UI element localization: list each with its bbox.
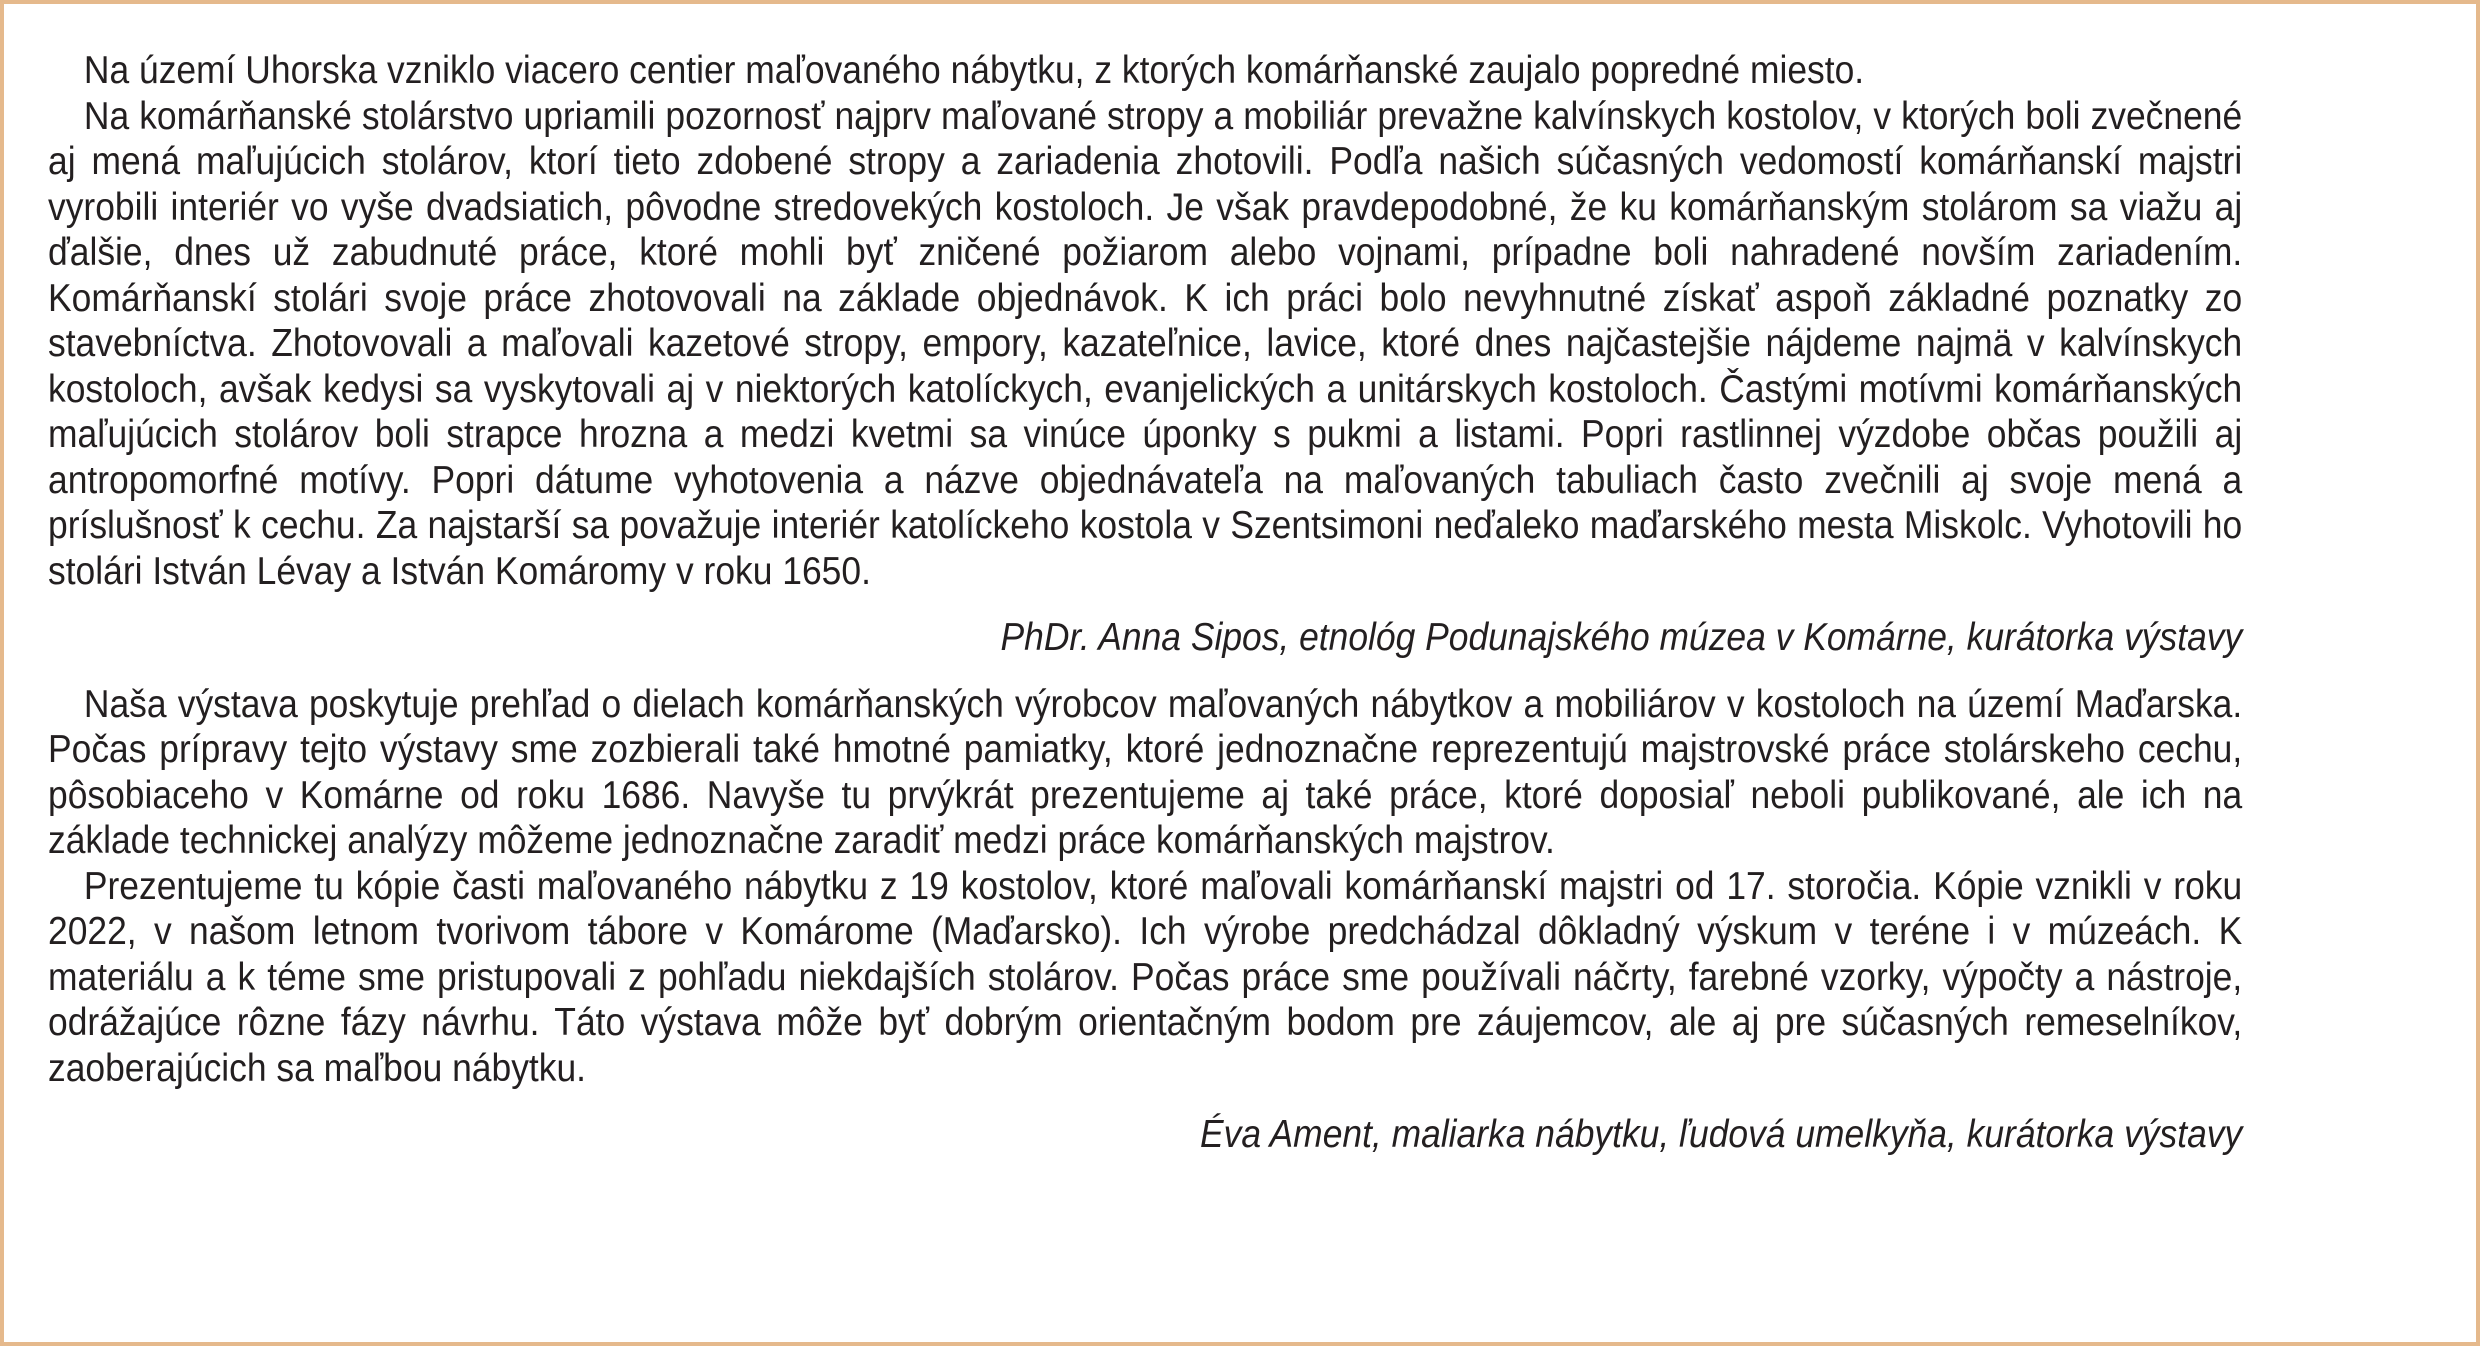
section-exhibition <box>48 682 2242 1158</box>
paragraph: Na komárňanské stolárstvo upriamili pozornosť najprv maľované stropy a mobiliár prevažne kalvínskych kostolov, v ktorých boli zvečnené aj mená maľujúcich stolárov, ktorí tieto zdobené stropy a zariadenia zhotovili. Podľa našich súčasných vedomostí komárňanskí majstri vyrobili interiér vo vyše dvadsiatich, pôvodne stredovekých kostoloch. Je však pravdepodobné, že ku komárňanským stolárom sa viažu aj ďalšie, dnes už zabudnuté práce, ktoré mohli byť zničené požiarom alebo vojnami, prípadne boli nahradené novším zariadením. Komárňanskí stolári svoje práce zhotovovali na základe objednávok. K ich práci bolo nevyhnutné získať aspoň základné poznatky zo stavebníctva. Zhotovovali a maľovali kazetové stropy, empory, kazateľnice, lavice, ktoré dnes najčastejšie nájdeme najmä v kalvínskych kostoloch, avšak kedysi sa vyskytovali aj v niektorých katolíckych, evanjelických a unitárskych kostoloch. Častými motívmi komárňanských maľujúcich stolárov boli strapce hrozna a medzi kvetmi sa vinúce úponky s pukmi a listami. Popri rastlinnej výzdobe občas použili aj antropomorfné motívy. Popri dátume vyhotovenia a názve objednávateľa na maľovaných tabuliach často zvečnili aj svoje mená a príslušnosť k cechu. Za najstarší sa považuje interiér katolíckeho kostola v Szentsimoni neďaleko maďarského mesta Miskolc. Vyhotovili ho stolári István Lévay a István Komáromy v roku 1650. <box>48 94 2243 593</box>
paragraph: Naša výstava poskytuje prehľad o dielach komárňanských výrobcov maľovaných nábytkov a mobiliárov v kostoloch na území Maďarska. Počas prípravy tejto výstavy sme zozbierali také hmotné pamiatky, ktoré jednoznačne reprezentujú majstrovské práce stolárskeho cechu, pôsobiaceho v Komárne od roku 1686. Navyše tu prvýkrát prezentujeme aj také práce, ktoré doposiaľ neboli publikované, ale ich na základe technickej analýzy môžeme jednoznačne zaradiť medzi práce komárňanských majstrov. <box>48 682 2243 862</box>
paragraph: Na území Uhorska vzniklo viacero centier maľovaného nábytku, z ktorých komárňanské zaujalo popredné miesto. <box>83 49 1865 92</box>
paragraph: Prezentujeme tu kópie časti maľovaného nábytku z 19 kostolov, ktoré maľovali komárňanskí majstri od 17. storočia. Kópie vznikli v roku 2022, v našom letnom tvorivom tábore v Komárome (Maďarsko). Ich výrobe predchádzal dôkladný výskum v teréne i v múzeách. K materiálu a k téme sme pristupovali z pohľadu niekdajších stolárov. Počas práce sme používali náčrty, farebné vzorky, výpočty a nástroje, odrážajúce rôzne fázy návrhu. Táto výstava môže byť dobrým orientačným bodom pre záujemcov, ale aj pre súčasných remeselníkov, zaoberajúcich sa maľbou nábytku. <box>48 864 2243 1090</box>
section-intro <box>48 48 2242 661</box>
author-signature: Éva Ament, maliarka nábytku, ľudová umelkyňa, kurátorka výstavy <box>1199 1113 2243 1156</box>
author-signature: PhDr. Anna Sipos, etnológ Podunajského múzea v Komárne, kurátorka výstavy <box>1000 616 2243 659</box>
document-body <box>48 48 2242 1158</box>
